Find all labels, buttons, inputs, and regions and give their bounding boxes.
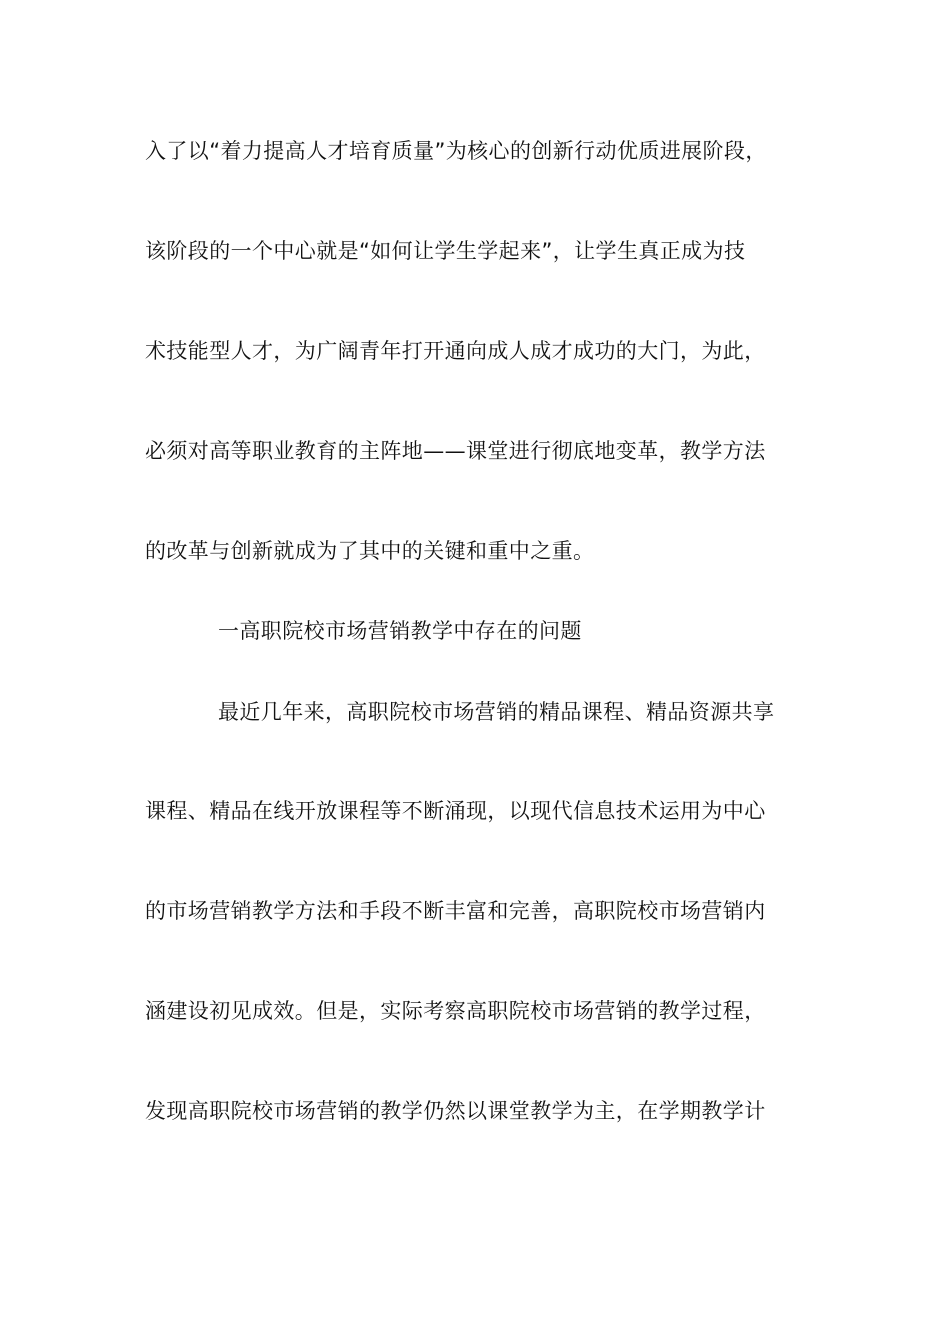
paragraph-line: 的市场营销教学方法和手段不断丰富和完善，高职院校市场营销内 (145, 899, 766, 923)
paragraph-line: 发现高职院校市场营销的教学仍然以课堂教学为主，在学期教学计 (145, 1099, 766, 1123)
paragraph-line: 最近几年来，高职院校市场营销的精品课程、精品资源共享 (218, 700, 775, 724)
paragraph-line: 入了以“着力提高人才培育质量”为核心的创新行动优质进展阶段， (145, 139, 767, 163)
paragraph-line: 术技能型人才，为广阔青年打开通向成人成才成功的大门，为此， (145, 339, 766, 363)
paragraph-line: 必须对高等职业教育的主阵地——课堂进行彻底地变革，教学方法 (145, 439, 766, 463)
paragraph-line: 课程、精品在线开放课程等不断涌现，以现代信息技术运用为中心 (145, 799, 766, 823)
section-heading: 一高职院校市场营销教学中存在的问题 (218, 619, 582, 643)
paragraph-line: 涵建设初见成效。但是，实际考察高职院校市场营销的教学过程， (145, 999, 766, 1023)
paragraph-line: 的改革与创新就成为了其中的关键和重中之重。 (145, 539, 595, 563)
paragraph-line: 该阶段的一个中心就是“如何让学生学起来”，让学生真正成为技 (145, 239, 746, 263)
